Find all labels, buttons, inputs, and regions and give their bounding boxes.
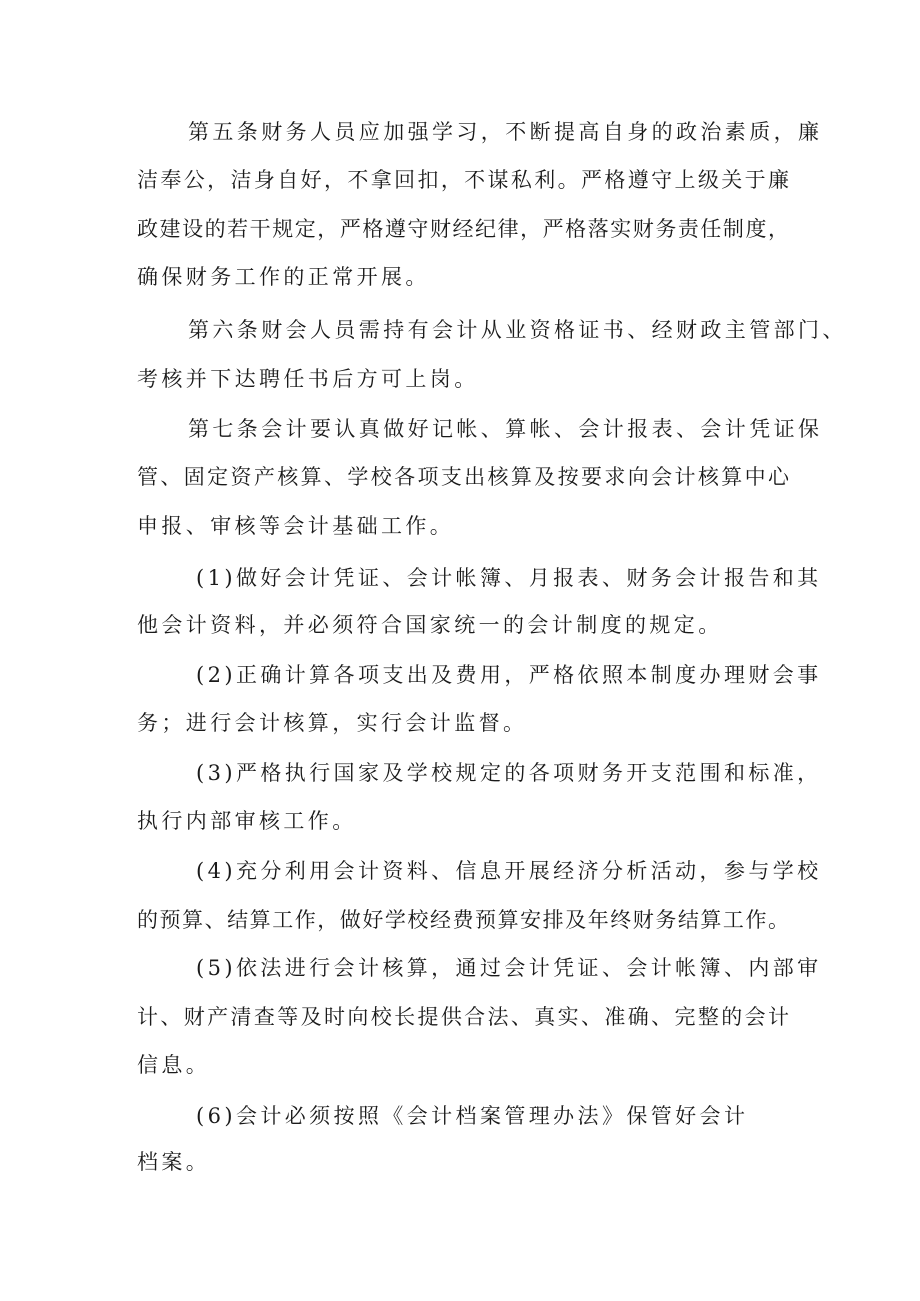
paragraph-line: 管、固定资产核算、学校各项支出核算及按要求向会计核算中心 xyxy=(137,465,789,489)
paragraph-line: (1)做好会计凭证、会计帐簿、月报表、财务会计报告和其 xyxy=(196,566,822,590)
paragraph-line: 政建设的若干规定，严格遵守财经纪律，严格落实财务责任制度， xyxy=(137,217,789,241)
paragraph-line: 确保财务工作的正常开展。 xyxy=(137,265,430,289)
paragraph-line: (2)正确计算各项支出及费用，严格依照本制度办理财会事 xyxy=(196,663,822,687)
paragraph-line: 的预算、结算工作，做好学校经费预算安排及年终财务结算工作。 xyxy=(137,908,789,932)
paragraph-line: 他会计资料，并必须符合国家统一的会计制度的规定。 xyxy=(137,613,723,637)
paragraph-line: 务；进行会计核算，实行会计监督。 xyxy=(137,711,528,735)
paragraph-line: 第五条财务人员应加强学习，不断提高自身的政治素质，廉 xyxy=(188,120,823,144)
paragraph-line: (3)严格执行国家及学校规定的各项财务开支范围和标准， xyxy=(196,761,822,785)
paragraph-line: 执行内部审核工作。 xyxy=(137,809,357,833)
paragraph-line: 信息。 xyxy=(137,1053,211,1077)
paragraph-line: 第七条会计要认真做好记帐、算帐、会计报表、会计凭证保 xyxy=(188,417,823,441)
paragraph-line: 计、财产清查等及时向校长提供合法、真实、准确、完整的会计 xyxy=(137,1005,789,1029)
paragraph-line: (6)会计必须按照《会计档案管理办法》保管好会计 xyxy=(196,1104,749,1128)
paragraph-line: (5)依法进行会计核算，通过会计凭证、会计帐簿、内部审 xyxy=(196,956,822,980)
paragraph-line: 第六条财会人员需持有会计从业资格证书、经财政主管部门、 xyxy=(188,318,847,342)
paragraph-line: 申报、审核等会计基础工作。 xyxy=(137,514,455,538)
paragraph-line: 档案。 xyxy=(137,1150,211,1174)
paragraph-line: 洁奉公，洁身自好，不拿回扣，不谋私利。严格遵守上级关于廉 xyxy=(137,168,789,192)
paragraph-line: (4)充分利用会计资料、信息开展经济分析活动，参与学校 xyxy=(196,859,822,883)
paragraph-line: 考核并下达聘任书后方可上岗。 xyxy=(137,367,479,391)
